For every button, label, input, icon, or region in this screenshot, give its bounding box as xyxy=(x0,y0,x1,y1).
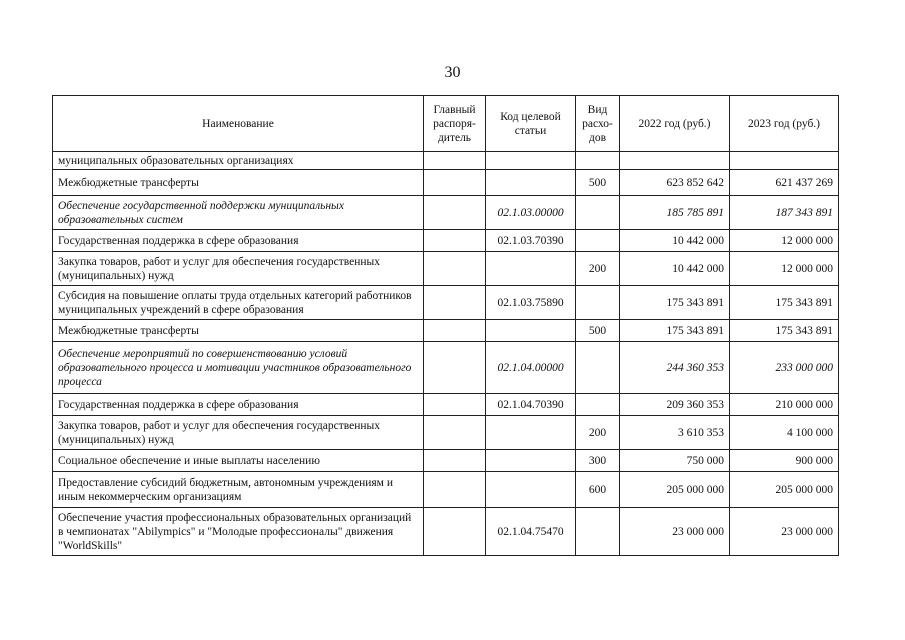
row-manager xyxy=(424,286,486,320)
row-amount-2023: 187 343 891 xyxy=(730,196,839,230)
row-amount-2023: 175 343 891 xyxy=(730,286,839,320)
row-name: Предоставление субсидий бюджетным, автономным учреждениям и иным некоммерческим организациям xyxy=(53,472,424,508)
row-manager xyxy=(424,230,486,252)
row-name: Социальное обеспечение и иные выплаты населению xyxy=(53,450,424,472)
row-manager xyxy=(424,252,486,286)
row-amount-2022: 3 610 353 xyxy=(620,416,730,450)
row-target-code xyxy=(486,472,576,508)
row-target-code: 02.1.03.70390 xyxy=(486,230,576,252)
row-manager xyxy=(424,342,486,394)
row-amount-2023: 205 000 000 xyxy=(730,472,839,508)
row-amount-2023: 12 000 000 xyxy=(730,230,839,252)
row-name: Межбюджетные трансферты xyxy=(53,170,424,196)
table-row xyxy=(53,472,839,508)
table-row xyxy=(53,394,839,416)
row-amount-2023: 175 343 891 xyxy=(730,320,839,342)
row-expense-type xyxy=(576,230,620,252)
row-expense-type xyxy=(576,152,620,170)
table-header-row xyxy=(53,96,839,152)
row-amount-2023: 621 437 269 xyxy=(730,170,839,196)
row-expense-type: 500 xyxy=(576,170,620,196)
header-name: Наименование xyxy=(53,96,424,152)
row-target-code xyxy=(486,320,576,342)
row-amount-2023: 12 000 000 xyxy=(730,252,839,286)
row-name: Обеспечение мероприятий по совершенствованию условий образовательного процесса и мотивации участников образовательного процесса xyxy=(53,342,424,394)
table-row xyxy=(53,252,839,286)
row-amount-2022: 205 000 000 xyxy=(620,472,730,508)
table-row xyxy=(53,230,839,252)
row-target-code xyxy=(486,170,576,196)
table-row xyxy=(53,320,839,342)
row-amount-2023: 23 000 000 xyxy=(730,508,839,556)
row-amount-2023: 900 000 xyxy=(730,450,839,472)
header-manager: Главный распоря-дитель xyxy=(424,96,486,152)
row-name: Обеспечение участия профессиональных образовательных организаций в чемпионатах "Abilympics" и "Молодые профессионалы" движения "WorldSkills" xyxy=(53,508,424,556)
row-name: Межбюджетные трансферты xyxy=(53,320,424,342)
row-amount-2022: 175 343 891 xyxy=(620,320,730,342)
row-manager xyxy=(424,196,486,230)
table-row xyxy=(53,170,839,196)
budget-table xyxy=(52,95,839,556)
table-row xyxy=(53,286,839,320)
row-name: Государственная поддержка в сфере образования xyxy=(53,394,424,416)
table-row xyxy=(53,342,839,394)
row-manager xyxy=(424,416,486,450)
row-manager xyxy=(424,450,486,472)
row-expense-type: 500 xyxy=(576,320,620,342)
row-name: Обеспечение государственной поддержки муниципальных образовательных систем xyxy=(53,196,424,230)
table-row xyxy=(53,450,839,472)
row-amount-2023 xyxy=(730,152,839,170)
table-row xyxy=(53,508,839,556)
row-target-code: 02.1.04.75470 xyxy=(486,508,576,556)
header-year-2023: 2023 год (руб.) xyxy=(730,96,839,152)
row-expense-type xyxy=(576,196,620,230)
row-manager xyxy=(424,394,486,416)
row-amount-2022 xyxy=(620,152,730,170)
row-target-code: 02.1.04.00000 xyxy=(486,342,576,394)
row-target-code xyxy=(486,252,576,286)
row-name: Закупка товаров, работ и услуг для обеспечения государственных (муниципальных) нужд xyxy=(53,252,424,286)
header-expense-type: Вид расхо-дов xyxy=(576,96,620,152)
row-amount-2022: 185 785 891 xyxy=(620,196,730,230)
row-amount-2023: 4 100 000 xyxy=(730,416,839,450)
row-expense-type: 600 xyxy=(576,472,620,508)
row-amount-2022: 175 343 891 xyxy=(620,286,730,320)
row-amount-2022: 10 442 000 xyxy=(620,230,730,252)
row-expense-type xyxy=(576,508,620,556)
row-target-code xyxy=(486,450,576,472)
row-name: Субсидия на повышение оплаты труда отдельных категорий работников муниципальных учреждений в сфере образования xyxy=(53,286,424,320)
row-manager xyxy=(424,152,486,170)
row-manager xyxy=(424,320,486,342)
row-amount-2022: 623 852 642 xyxy=(620,170,730,196)
row-expense-type: 200 xyxy=(576,416,620,450)
row-expense-type xyxy=(576,286,620,320)
row-expense-type xyxy=(576,394,620,416)
row-expense-type: 300 xyxy=(576,450,620,472)
row-amount-2022: 23 000 000 xyxy=(620,508,730,556)
row-expense-type: 200 xyxy=(576,252,620,286)
row-target-code: 02.1.03.00000 xyxy=(486,196,576,230)
row-expense-type xyxy=(576,342,620,394)
row-target-code: 02.1.03.75890 xyxy=(486,286,576,320)
row-name: Государственная поддержка в сфере образования xyxy=(53,230,424,252)
header-target-code: Код целевой статьи xyxy=(486,96,576,152)
row-target-code: 02.1.04.70390 xyxy=(486,394,576,416)
table-row xyxy=(53,416,839,450)
row-amount-2022: 10 442 000 xyxy=(620,252,730,286)
header-year-2022: 2022 год (руб.) xyxy=(620,96,730,152)
row-manager xyxy=(424,472,486,508)
table-row xyxy=(53,152,839,170)
table-row xyxy=(53,196,839,230)
row-amount-2022: 244 360 353 xyxy=(620,342,730,394)
row-amount-2023: 210 000 000 xyxy=(730,394,839,416)
row-amount-2022: 750 000 xyxy=(620,450,730,472)
row-manager xyxy=(424,508,486,556)
row-amount-2022: 209 360 353 xyxy=(620,394,730,416)
row-target-code xyxy=(486,152,576,170)
row-target-code xyxy=(486,416,576,450)
table-body xyxy=(53,152,839,556)
page-number: 30 xyxy=(444,64,461,81)
row-name: муниципальных образовательных организациях xyxy=(53,152,424,170)
row-name: Закупка товаров, работ и услуг для обеспечения государственных (муниципальных) нужд xyxy=(53,416,424,450)
row-manager xyxy=(424,170,486,196)
row-amount-2023: 233 000 000 xyxy=(730,342,839,394)
